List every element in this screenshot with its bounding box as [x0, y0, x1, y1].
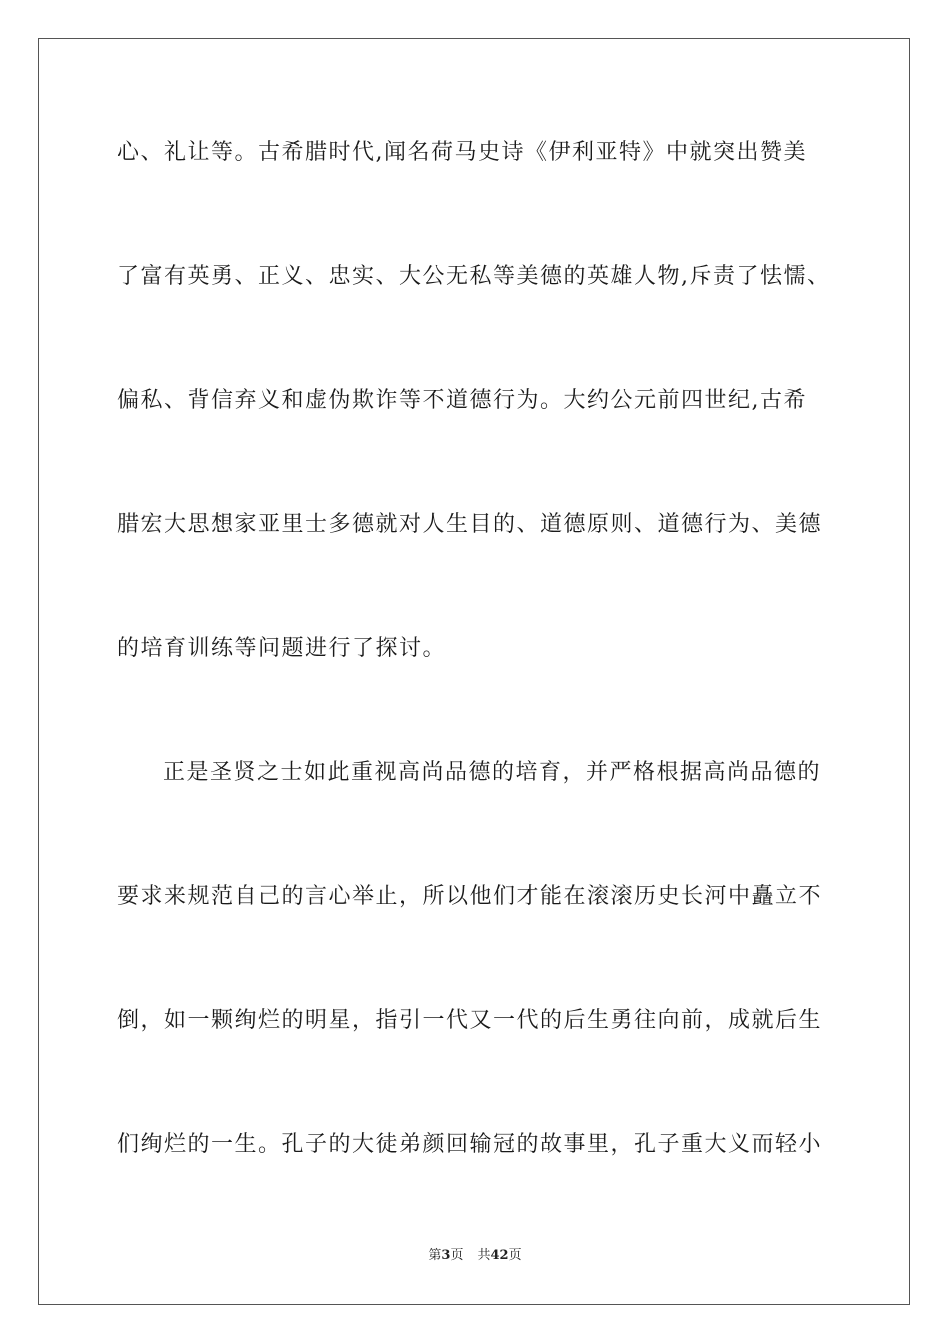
text-line: 倒，如一颗绚烂的明星，指引一代又一代的后生勇往向前，成就后生 [117, 1008, 823, 1033]
text-line: 们绚烂的一生。孔子的大徒弟颜回输冠的故事里，孔子重大义而轻小 [117, 1132, 823, 1157]
text-line: 心、礼让等。古希腊时代,闻名荷马史诗《伊利亚特》中就突出赞美 [117, 140, 807, 165]
page-footer [0, 1247, 950, 1265]
text-line: 了富有英勇、正义、忠实、大公无私等美德的英雄人物,斥责了怯懦、 [117, 264, 831, 289]
paragraph-first-line: 正是圣贤之士如此重视高尚品德的培育，并严格根据高尚品德的 [163, 760, 822, 785]
page-frame [38, 38, 910, 1305]
footer-total-suffix: 页 [508, 1248, 522, 1263]
footer-page-suffix: 页 [450, 1248, 464, 1263]
text-line: 的培育训练等问题进行了探讨。 [117, 636, 447, 661]
total-pages: 42 [490, 1248, 509, 1263]
footer-prefix: 第 [428, 1248, 442, 1263]
text-line: 要求来规范自己的言心举止，所以他们才能在滚滚历史长河中矗立不 [117, 884, 823, 909]
text-line: 偏私、背信弃义和虚伪欺诈等不道德行为。大约公元前四世纪,古希 [117, 388, 807, 413]
footer-total-prefix: 共 [477, 1248, 491, 1263]
page-number: 3 [441, 1248, 451, 1263]
text-line: 腊宏大思想家亚里士多德就对人生目的、道德原则、道德行为、美德 [117, 512, 823, 537]
